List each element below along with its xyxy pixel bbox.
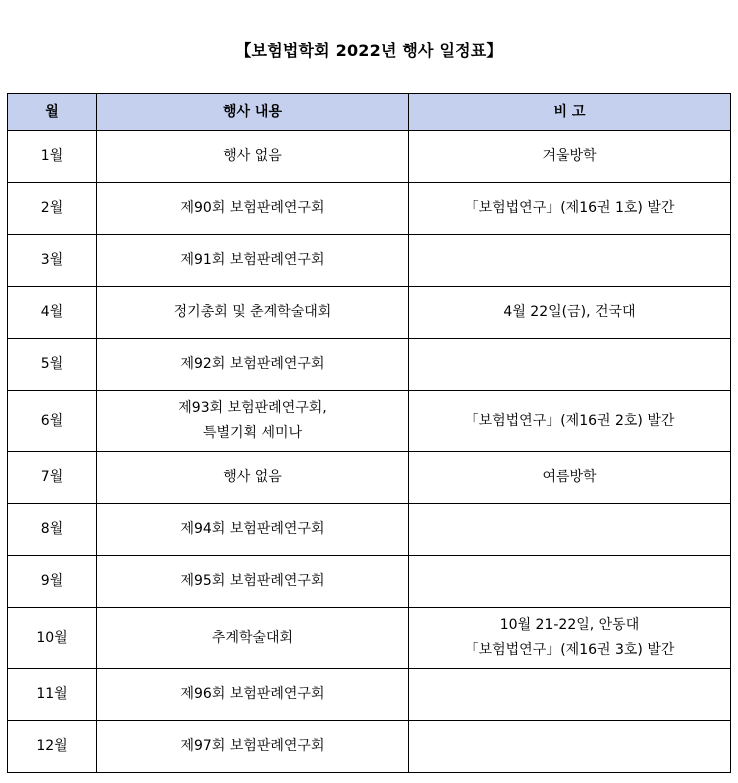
note-cell bbox=[409, 235, 731, 287]
month-cell: 1월 bbox=[8, 131, 97, 183]
note-cell: 4월 22일(금), 건국대 bbox=[409, 287, 731, 339]
month-cell: 9월 bbox=[8, 556, 97, 608]
table-row bbox=[8, 391, 731, 452]
note-cell bbox=[409, 556, 731, 608]
month-cell: 10월 bbox=[8, 608, 97, 669]
note-cell: 「보험법연구」(제16권 2호) 발간 bbox=[409, 391, 731, 452]
table-header-row bbox=[8, 94, 731, 131]
note-cell bbox=[409, 669, 731, 721]
event-cell: 추계학술대회 bbox=[97, 608, 409, 669]
month-cell: 2월 bbox=[8, 183, 97, 235]
month-cell: 11월 bbox=[8, 669, 97, 721]
event-cell: 제95회 보험판례연구회 bbox=[97, 556, 409, 608]
event-cell: 제91회 보험판례연구회 bbox=[97, 235, 409, 287]
event-cell: 제92회 보험판례연구회 bbox=[97, 339, 409, 391]
table-row bbox=[8, 556, 731, 608]
event-cell: 제96회 보험판례연구회 bbox=[97, 669, 409, 721]
table-row bbox=[8, 235, 731, 287]
month-cell: 3월 bbox=[8, 235, 97, 287]
table-row bbox=[8, 721, 731, 773]
header-month: 월 bbox=[8, 94, 97, 131]
note-cell bbox=[409, 339, 731, 391]
note-cell bbox=[409, 721, 731, 773]
table-row bbox=[8, 452, 731, 504]
note-cell: 여름방학 bbox=[409, 452, 731, 504]
table-row bbox=[8, 504, 731, 556]
table-row bbox=[8, 339, 731, 391]
month-cell: 12월 bbox=[8, 721, 97, 773]
note-cell: 10월 21-22일, 안동대 「보험법연구」(제16권 3호) 발간 bbox=[409, 608, 731, 669]
note-cell: 겨울방학 bbox=[409, 131, 731, 183]
table-row bbox=[8, 608, 731, 669]
header-event: 행사 내용 bbox=[97, 94, 409, 131]
table-row bbox=[8, 131, 731, 183]
month-cell: 8월 bbox=[8, 504, 97, 556]
note-cell: 「보험법연구」(제16권 1호) 발간 bbox=[409, 183, 731, 235]
event-cell: 행사 없음 bbox=[97, 452, 409, 504]
table-row bbox=[8, 183, 731, 235]
month-cell: 7월 bbox=[8, 452, 97, 504]
note-cell bbox=[409, 504, 731, 556]
event-cell: 제97회 보험판례연구회 bbox=[97, 721, 409, 773]
event-cell: 제90회 보험판례연구회 bbox=[97, 183, 409, 235]
table-row bbox=[8, 287, 731, 339]
month-cell: 6월 bbox=[8, 391, 97, 452]
month-cell: 5월 bbox=[8, 339, 97, 391]
header-note: 비 고 bbox=[409, 94, 731, 131]
schedule-table bbox=[7, 93, 731, 773]
table-row bbox=[8, 669, 731, 721]
page-title: 【보험법학회 2022년 행사 일정표】 bbox=[235, 41, 503, 60]
event-cell: 제94회 보험판례연구회 bbox=[97, 504, 409, 556]
event-cell: 행사 없음 bbox=[97, 131, 409, 183]
event-cell: 정기총회 및 춘계학술대회 bbox=[97, 287, 409, 339]
month-cell: 4월 bbox=[8, 287, 97, 339]
event-cell: 제93회 보험판례연구회, 특별기획 세미나 bbox=[97, 391, 409, 452]
